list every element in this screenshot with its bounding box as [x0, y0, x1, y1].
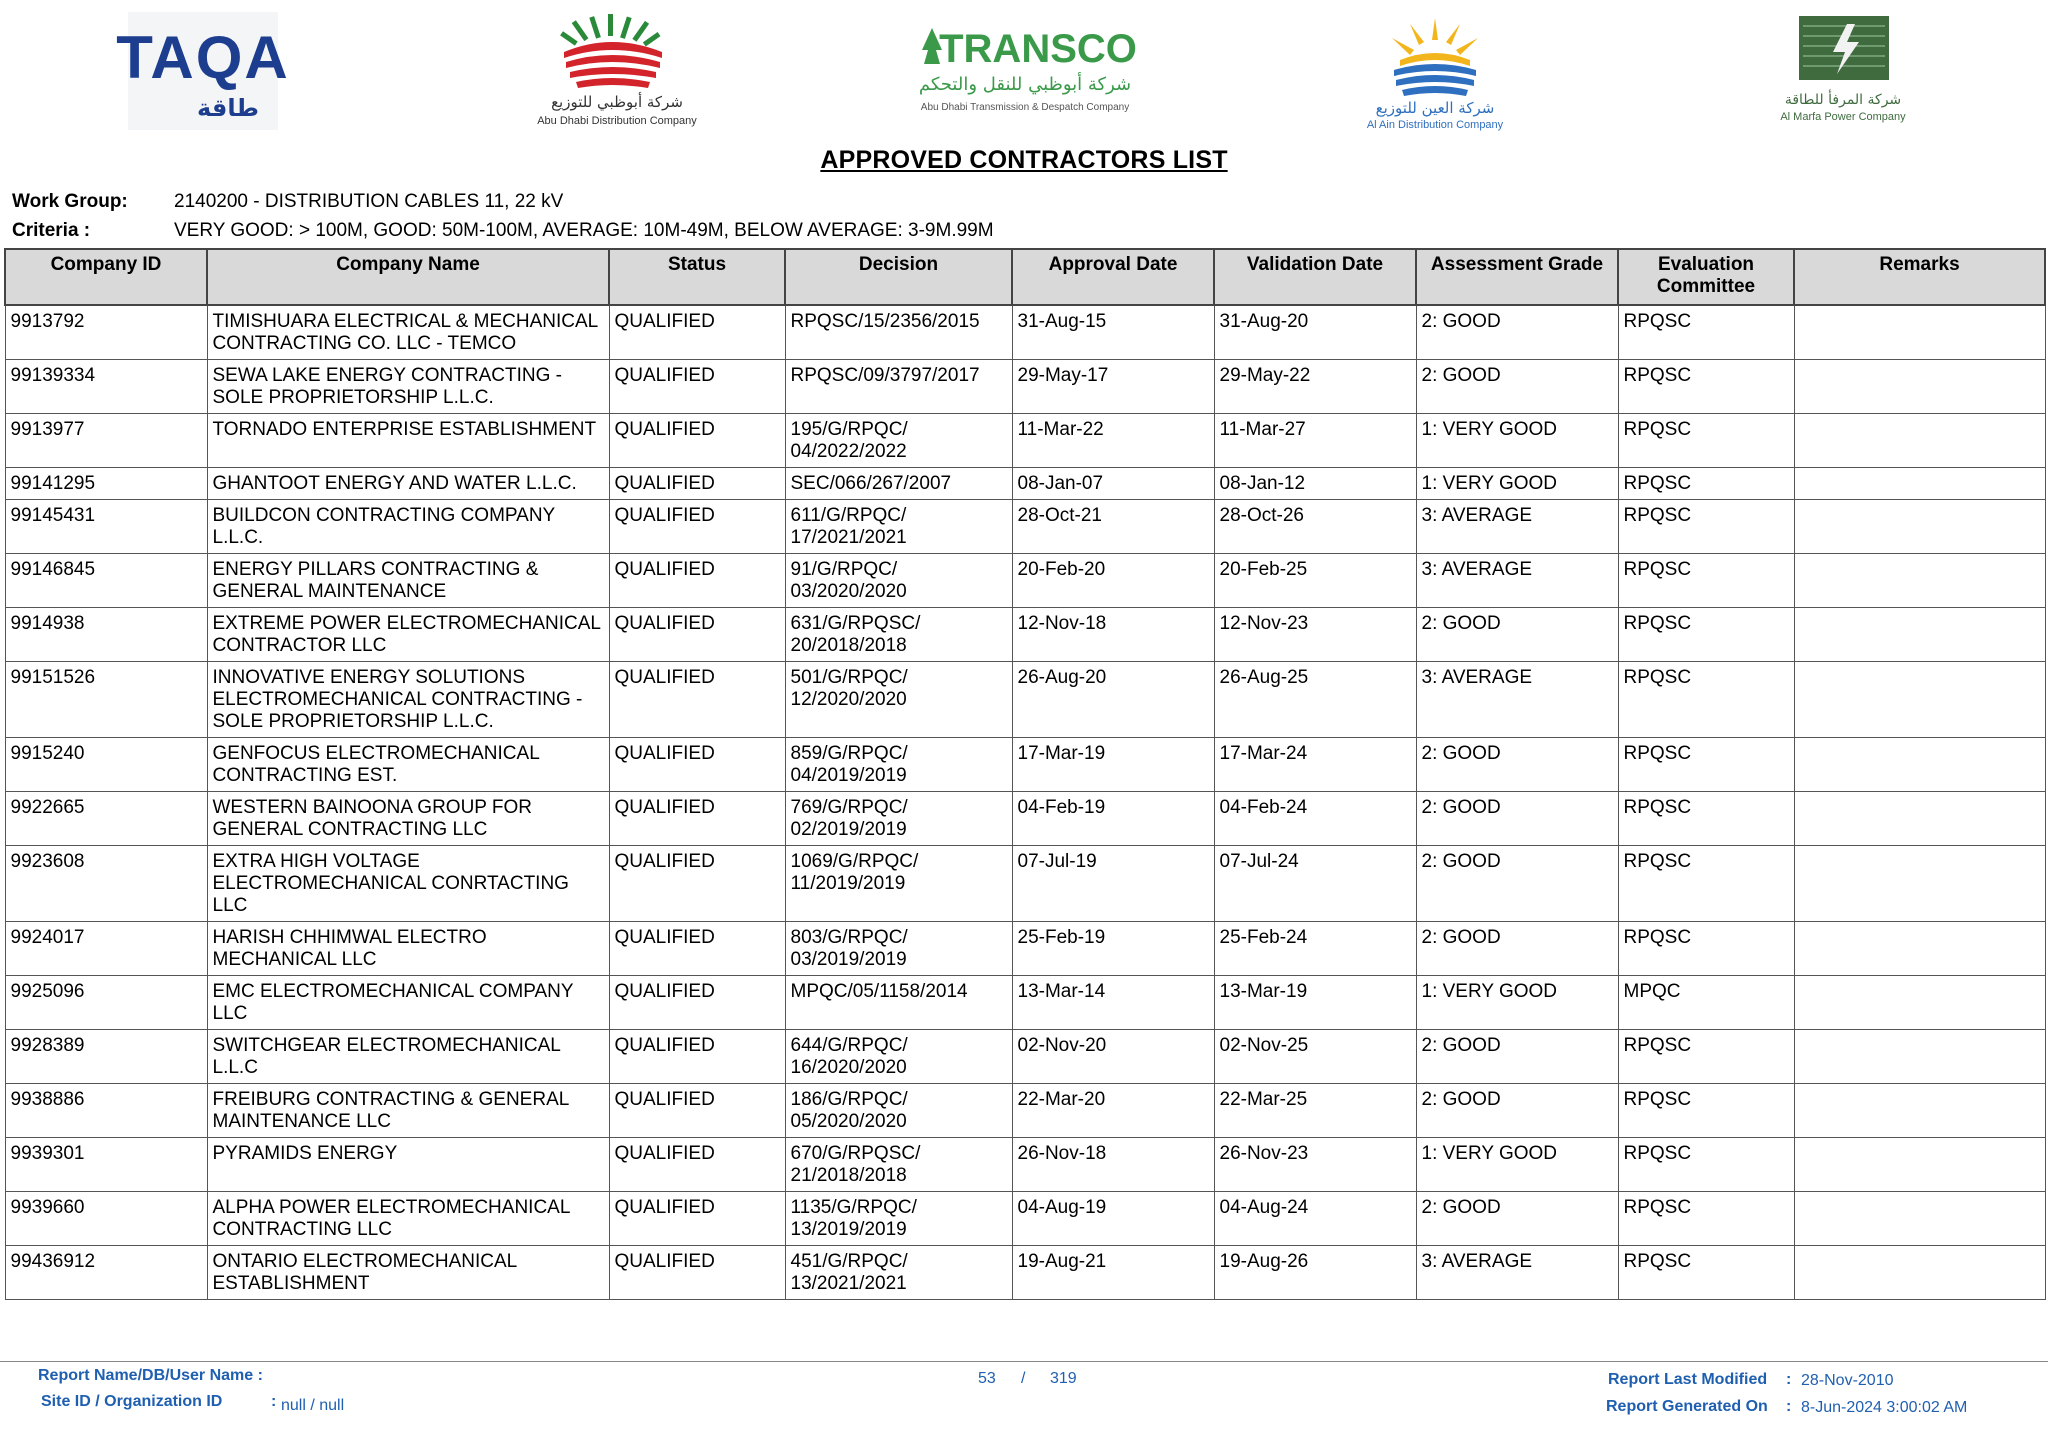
status-cell: QUALIFIED: [609, 554, 785, 608]
approval-date-cell: 04-Feb-19: [1012, 792, 1214, 846]
company-name-cell: WESTERN BAINOONA GROUP FOR GENERAL CONTRACTING LLC: [207, 792, 609, 846]
company-name-cell: GENFOCUS ELECTROMECHANICAL CONTRACTING EST.: [207, 738, 609, 792]
validation-date-cell: 07-Jul-24: [1214, 846, 1416, 922]
evaluation-committee-cell: RPQSC: [1618, 662, 1794, 738]
table-row: [5, 608, 2045, 662]
decision-cell: 611/G/RPQC/ 17/2021/2021: [785, 500, 1012, 554]
assessment-grade-cell: 2: GOOD: [1416, 608, 1618, 662]
approval-date-cell: 26-Nov-18: [1012, 1138, 1214, 1192]
company-id-cell: 9913792: [5, 305, 207, 360]
table-row: [5, 662, 2045, 738]
adwea-logo-graphic: [512, 12, 722, 130]
remarks-cell: [1794, 922, 2045, 976]
site-id-label: Site ID / Organization ID: [41, 1393, 223, 1410]
status-cell: QUALIFIED: [609, 1030, 785, 1084]
assessment-grade-cell: 3: AVERAGE: [1416, 662, 1618, 738]
evaluation-committee-cell: RPQSC: [1618, 1084, 1794, 1138]
remarks-cell: [1794, 1084, 2045, 1138]
evaluation-committee-cell: RPQSC: [1618, 608, 1794, 662]
company-id-cell: 9914938: [5, 608, 207, 662]
evaluation-committee-cell: RPQSC: [1618, 1030, 1794, 1084]
generated-on-colon: :: [1786, 1398, 1792, 1415]
taqa-logo-arabic: طاقة: [197, 94, 259, 122]
validation-date-cell: 26-Aug-25: [1214, 662, 1416, 738]
approval-date-cell: 13-Mar-14: [1012, 976, 1214, 1030]
table-row: [5, 922, 2045, 976]
last-modified-label: Report Last Modified: [1608, 1371, 1768, 1388]
company-name-cell: EXTRA HIGH VOLTAGE ELECTROMECHANICAL CONRTACTING LLC: [207, 846, 609, 922]
approval-date-cell: 25-Feb-19: [1012, 922, 1214, 976]
table-row: [5, 1138, 2045, 1192]
approval-date-cell: 17-Mar-19: [1012, 738, 1214, 792]
company-id-cell: 9913977: [5, 414, 207, 468]
decision-cell: 644/G/RPQC/ 16/2020/2020: [785, 1030, 1012, 1084]
company-id-cell: 99436912: [5, 1246, 207, 1300]
approval-date-cell: 31-Aug-15: [1012, 305, 1214, 360]
remarks-cell: [1794, 360, 2045, 414]
assessment-grade-cell: 2: GOOD: [1416, 846, 1618, 922]
table-row: [5, 305, 2045, 360]
last-modified-colon: :: [1786, 1371, 1792, 1388]
column-header-evaluation-committee: Evaluation Committee: [1618, 249, 1794, 305]
decision-cell: 859/G/RPQC/ 04/2019/2019: [785, 738, 1012, 792]
validation-date-cell: 13-Mar-19: [1214, 976, 1416, 1030]
table-row: [5, 792, 2045, 846]
company-id-cell: 99146845: [5, 554, 207, 608]
generated-on-label: Report Generated On: [1606, 1398, 1768, 1415]
remarks-cell: [1794, 1192, 2045, 1246]
decision-cell: RPQSC/09/3797/2017: [785, 360, 1012, 414]
transco-logo: [918, 22, 1137, 122]
report-name-label: Report Name/DB/User Name :: [38, 1367, 263, 1384]
assessment-grade-cell: 3: AVERAGE: [1416, 1246, 1618, 1300]
decision-cell: MPQC/05/1158/2014: [785, 976, 1012, 1030]
decision-cell: RPQSC/15/2356/2015: [785, 305, 1012, 360]
validation-date-cell: 25-Feb-24: [1214, 922, 1416, 976]
transco-logo-english: Abu Dhabi Transmission & Despatch Company: [920, 102, 1130, 113]
status-cell: QUALIFIED: [609, 608, 785, 662]
evaluation-committee-cell: RPQSC: [1618, 792, 1794, 846]
status-cell: QUALIFIED: [609, 1084, 785, 1138]
company-name-cell: ONTARIO ELECTROMECHANICAL ESTABLISHMENT: [207, 1246, 609, 1300]
validation-date-cell: 02-Nov-25: [1214, 1030, 1416, 1084]
approval-date-cell: 26-Aug-20: [1012, 662, 1214, 738]
company-id-cell: 99145431: [5, 500, 207, 554]
status-cell: QUALIFIED: [609, 414, 785, 468]
remarks-cell: [1794, 738, 2045, 792]
decision-cell: 186/G/RPQC/ 05/2020/2020: [785, 1084, 1012, 1138]
company-name-cell: ENERGY PILLARS CONTRACTING & GENERAL MAINTENANCE: [207, 554, 609, 608]
adwea-logo: [512, 12, 722, 130]
remarks-cell: [1794, 500, 2045, 554]
decision-cell: 195/G/RPQC/ 04/2022/2022: [785, 414, 1012, 468]
remarks-cell: [1794, 554, 2045, 608]
remarks-cell: [1794, 976, 2045, 1030]
evaluation-committee-cell: RPQSC: [1618, 360, 1794, 414]
approval-date-cell: 08-Jan-07: [1012, 468, 1214, 500]
assessment-grade-cell: 1: VERY GOOD: [1416, 468, 1618, 500]
table-row: [5, 738, 2045, 792]
company-name-cell: FREIBURG CONTRACTING & GENERAL MAINTENANCE LLC: [207, 1084, 609, 1138]
assessment-grade-cell: 1: VERY GOOD: [1416, 976, 1618, 1030]
site-id-colon: :: [271, 1393, 277, 1410]
transco-logo-arabic: شركة أبوظبي للنقل والتحكم: [918, 74, 1132, 95]
evaluation-committee-cell: MPQC: [1618, 976, 1794, 1030]
company-name-cell: EMC ELECTROMECHANICAL COMPANY LLC: [207, 976, 609, 1030]
page-title: APPROVED CONTRACTORS LIST: [820, 146, 1228, 174]
decision-cell: 631/G/RPQSC/ 20/2018/2018: [785, 608, 1012, 662]
transco-logo-graphic: [918, 22, 1137, 122]
aadc-logo: [1330, 10, 1540, 130]
criteria-value: VERY GOOD: > 100M, GOOD: 50M-100M, AVERAGE: 10M-49M, BELOW AVERAGE: 3-9M.99M: [174, 220, 994, 241]
work-group-value: 2140200 - DISTRIBUTION CABLES 11, 22 kV: [174, 191, 564, 212]
remarks-cell: [1794, 846, 2045, 922]
approval-date-cell: 19-Aug-21: [1012, 1246, 1214, 1300]
assessment-grade-cell: 3: AVERAGE: [1416, 500, 1618, 554]
taqa-logo-latin: TAQA: [116, 24, 290, 91]
column-header-approval-date: Approval Date: [1012, 249, 1214, 305]
company-id-cell: 9915240: [5, 738, 207, 792]
validation-date-cell: 11-Mar-27: [1214, 414, 1416, 468]
remarks-cell: [1794, 608, 2045, 662]
marfa-logo-graphic: [1755, 12, 1930, 128]
company-id-cell: 9939301: [5, 1138, 207, 1192]
company-id-cell: 9925096: [5, 976, 207, 1030]
approval-date-cell: 22-Mar-20: [1012, 1084, 1214, 1138]
table-row: [5, 414, 2045, 468]
company-id-cell: 9923608: [5, 846, 207, 922]
table-header-row: [5, 249, 2045, 305]
criteria-label: Criteria :: [12, 220, 91, 241]
company-id-cell: 99139334: [5, 360, 207, 414]
assessment-grade-cell: 2: GOOD: [1416, 922, 1618, 976]
table-row: [5, 554, 2045, 608]
assessment-grade-cell: 2: GOOD: [1416, 1192, 1618, 1246]
remarks-cell: [1794, 1138, 2045, 1192]
evaluation-committee-cell: RPQSC: [1618, 1246, 1794, 1300]
contractors-table: [4, 248, 2046, 1300]
validation-date-cell: 29-May-22: [1214, 360, 1416, 414]
remarks-cell: [1794, 662, 2045, 738]
status-cell: QUALIFIED: [609, 1246, 785, 1300]
assessment-grade-cell: 2: GOOD: [1416, 360, 1618, 414]
company-id-cell: 9939660: [5, 1192, 207, 1246]
remarks-cell: [1794, 1030, 2045, 1084]
company-name-cell: INNOVATIVE ENERGY SOLUTIONS ELECTROMECHANICAL CONTRACTING - SOLE PROPRIETORSHIP L.L.C.: [207, 662, 609, 738]
adwea-logo-arabic: شركة أبوظبي للتوزيع: [551, 93, 683, 111]
validation-date-cell: 28-Oct-26: [1214, 500, 1416, 554]
status-cell: QUALIFIED: [609, 305, 785, 360]
approval-date-cell: 04-Aug-19: [1012, 1192, 1214, 1246]
column-header-decision: Decision: [785, 249, 1012, 305]
company-id-cell: 9924017: [5, 922, 207, 976]
remarks-cell: [1794, 792, 2045, 846]
evaluation-committee-cell: RPQSC: [1618, 1138, 1794, 1192]
marfa-logo: [1755, 12, 1930, 128]
status-cell: QUALIFIED: [609, 738, 785, 792]
taqa-logo-graphic: [116, 12, 290, 130]
assessment-grade-cell: 1: VERY GOOD: [1416, 1138, 1618, 1192]
table-body: [5, 305, 2045, 1300]
status-cell: QUALIFIED: [609, 500, 785, 554]
remarks-cell: [1794, 1246, 2045, 1300]
work-group-label: Work Group:: [12, 191, 128, 212]
decision-cell: SEC/066/267/2007: [785, 468, 1012, 500]
validation-date-cell: 08-Jan-12: [1214, 468, 1416, 500]
company-name-cell: GHANTOOT ENERGY AND WATER L.L.C.: [207, 468, 609, 500]
column-header-company-id: Company ID: [5, 249, 207, 305]
evaluation-committee-cell: RPQSC: [1618, 500, 1794, 554]
approval-date-cell: 02-Nov-20: [1012, 1030, 1214, 1084]
company-id-cell: 9922665: [5, 792, 207, 846]
remarks-cell: [1794, 305, 2045, 360]
company-name-cell: TIMISHUARA ELECTRICAL & MECHANICAL CONTRACTING CO. LLC - TEMCO: [207, 305, 609, 360]
aadc-logo-arabic: شركة العين للتوزيع: [1375, 99, 1495, 117]
status-cell: QUALIFIED: [609, 922, 785, 976]
decision-cell: 670/G/RPQSC/ 21/2018/2018: [785, 1138, 1012, 1192]
table-row: [5, 468, 2045, 500]
validation-date-cell: 04-Aug-24: [1214, 1192, 1416, 1246]
status-cell: QUALIFIED: [609, 662, 785, 738]
company-name-cell: PYRAMIDS ENERGY: [207, 1138, 609, 1192]
table-row: [5, 846, 2045, 922]
table-row: [5, 1030, 2045, 1084]
assessment-grade-cell: 2: GOOD: [1416, 305, 1618, 360]
adwea-logo-english: Abu Dhabi Distribution Company: [537, 115, 697, 127]
aadc-logo-graphic: [1330, 10, 1540, 130]
status-cell: QUALIFIED: [609, 360, 785, 414]
company-id-cell: 99151526: [5, 662, 207, 738]
company-id-cell: 9928389: [5, 1030, 207, 1084]
evaluation-committee-cell: RPQSC: [1618, 554, 1794, 608]
column-header-remarks: Remarks: [1794, 249, 2045, 305]
approval-date-cell: 29-May-17: [1012, 360, 1214, 414]
evaluation-committee-cell: RPQSC: [1618, 922, 1794, 976]
marfa-logo-arabic: شركة المرفأ للطاقة: [1784, 92, 1902, 108]
remarks-cell: [1794, 468, 2045, 500]
evaluation-committee-cell: RPQSC: [1618, 468, 1794, 500]
approval-date-cell: 11-Mar-22: [1012, 414, 1214, 468]
company-name-cell: BUILDCON CONTRACTING COMPANY L.L.C.: [207, 500, 609, 554]
validation-date-cell: 26-Nov-23: [1214, 1138, 1416, 1192]
company-name-cell: EXTREME POWER ELECTROMECHANICAL CONTRACTOR LLC: [207, 608, 609, 662]
company-name-cell: HARISH CHHIMWAL ELECTRO MECHANICAL LLC: [207, 922, 609, 976]
company-id-cell: 9938886: [5, 1084, 207, 1138]
decision-cell: 501/G/RPQC/ 12/2020/2020: [785, 662, 1012, 738]
taqa-logo: [116, 12, 290, 130]
aadc-logo-english: Al Ain Distribution Company: [1366, 119, 1504, 131]
company-name-cell: SEWA LAKE ENERGY CONTRACTING - SOLE PROPRIETORSHIP L.L.C.: [207, 360, 609, 414]
decision-cell: 769/G/RPQC/ 02/2019/2019: [785, 792, 1012, 846]
assessment-grade-cell: 2: GOOD: [1416, 1030, 1618, 1084]
assessment-grade-cell: 1: VERY GOOD: [1416, 414, 1618, 468]
page-number-separator: /: [1021, 1370, 1026, 1387]
company-id-cell: 99141295: [5, 468, 207, 500]
decision-cell: 803/G/RPQC/ 03/2019/2019: [785, 922, 1012, 976]
decision-cell: 451/G/RPQC/ 13/2021/2021: [785, 1246, 1012, 1300]
company-name-cell: TORNADO ENTERPRISE ESTABLISHMENT: [207, 414, 609, 468]
decision-cell: 1069/G/RPQC/ 11/2019/2019: [785, 846, 1012, 922]
status-cell: QUALIFIED: [609, 1138, 785, 1192]
validation-date-cell: 22-Mar-25: [1214, 1084, 1416, 1138]
marfa-logo-english: Al Marfa Power Company: [1780, 111, 1906, 123]
column-header-company-name: Company Name: [207, 249, 609, 305]
assessment-grade-cell: 2: GOOD: [1416, 1084, 1618, 1138]
approval-date-cell: 28-Oct-21: [1012, 500, 1214, 554]
last-modified-value: 28-Nov-2010: [1801, 1372, 1894, 1389]
decision-cell: 91/G/RPQC/ 03/2020/2020: [785, 554, 1012, 608]
evaluation-committee-cell: RPQSC: [1618, 846, 1794, 922]
evaluation-committee-cell: RPQSC: [1618, 1192, 1794, 1246]
footer-divider: [0, 1361, 2048, 1362]
status-cell: QUALIFIED: [609, 976, 785, 1030]
site-id-value: null / null: [281, 1397, 345, 1414]
status-cell: QUALIFIED: [609, 792, 785, 846]
generated-on-value: 8-Jun-2024 3:00:02 AM: [1801, 1399, 1968, 1416]
validation-date-cell: 12-Nov-23: [1214, 608, 1416, 662]
assessment-grade-cell: 3: AVERAGE: [1416, 554, 1618, 608]
column-header-assessment-grade: Assessment Grade: [1416, 249, 1618, 305]
assessment-grade-cell: 2: GOOD: [1416, 792, 1618, 846]
evaluation-committee-cell: RPQSC: [1618, 414, 1794, 468]
table-row: [5, 1192, 2045, 1246]
column-header-status: Status: [609, 249, 785, 305]
table-row: [5, 1246, 2045, 1300]
table-row: [5, 1084, 2045, 1138]
status-cell: QUALIFIED: [609, 468, 785, 500]
evaluation-committee-cell: RPQSC: [1618, 305, 1794, 360]
column-header-validation-date: Validation Date: [1214, 249, 1416, 305]
company-name-cell: ALPHA POWER ELECTROMECHANICAL CONTRACTING LLC: [207, 1192, 609, 1246]
status-cell: QUALIFIED: [609, 846, 785, 922]
table-row: [5, 360, 2045, 414]
validation-date-cell: 31-Aug-20: [1214, 305, 1416, 360]
page-number-total: 319: [1050, 1370, 1077, 1387]
status-cell: QUALIFIED: [609, 1192, 785, 1246]
company-name-cell: SWITCHGEAR ELECTROMECHANICAL L.L.C: [207, 1030, 609, 1084]
validation-date-cell: 17-Mar-24: [1214, 738, 1416, 792]
approval-date-cell: 12-Nov-18: [1012, 608, 1214, 662]
decision-cell: 1135/G/RPQC/ 13/2019/2019: [785, 1192, 1012, 1246]
remarks-cell: [1794, 414, 2045, 468]
validation-date-cell: 20-Feb-25: [1214, 554, 1416, 608]
approval-date-cell: 07-Jul-19: [1012, 846, 1214, 922]
page-number-current: 53: [978, 1370, 996, 1387]
approval-date-cell: 20-Feb-20: [1012, 554, 1214, 608]
table-row: [5, 976, 2045, 1030]
assessment-grade-cell: 2: GOOD: [1416, 738, 1618, 792]
validation-date-cell: 04-Feb-24: [1214, 792, 1416, 846]
evaluation-committee-cell: RPQSC: [1618, 738, 1794, 792]
table-row: [5, 500, 2045, 554]
validation-date-cell: 19-Aug-26: [1214, 1246, 1416, 1300]
transco-logo-latin: TRANSCO: [939, 27, 1137, 71]
